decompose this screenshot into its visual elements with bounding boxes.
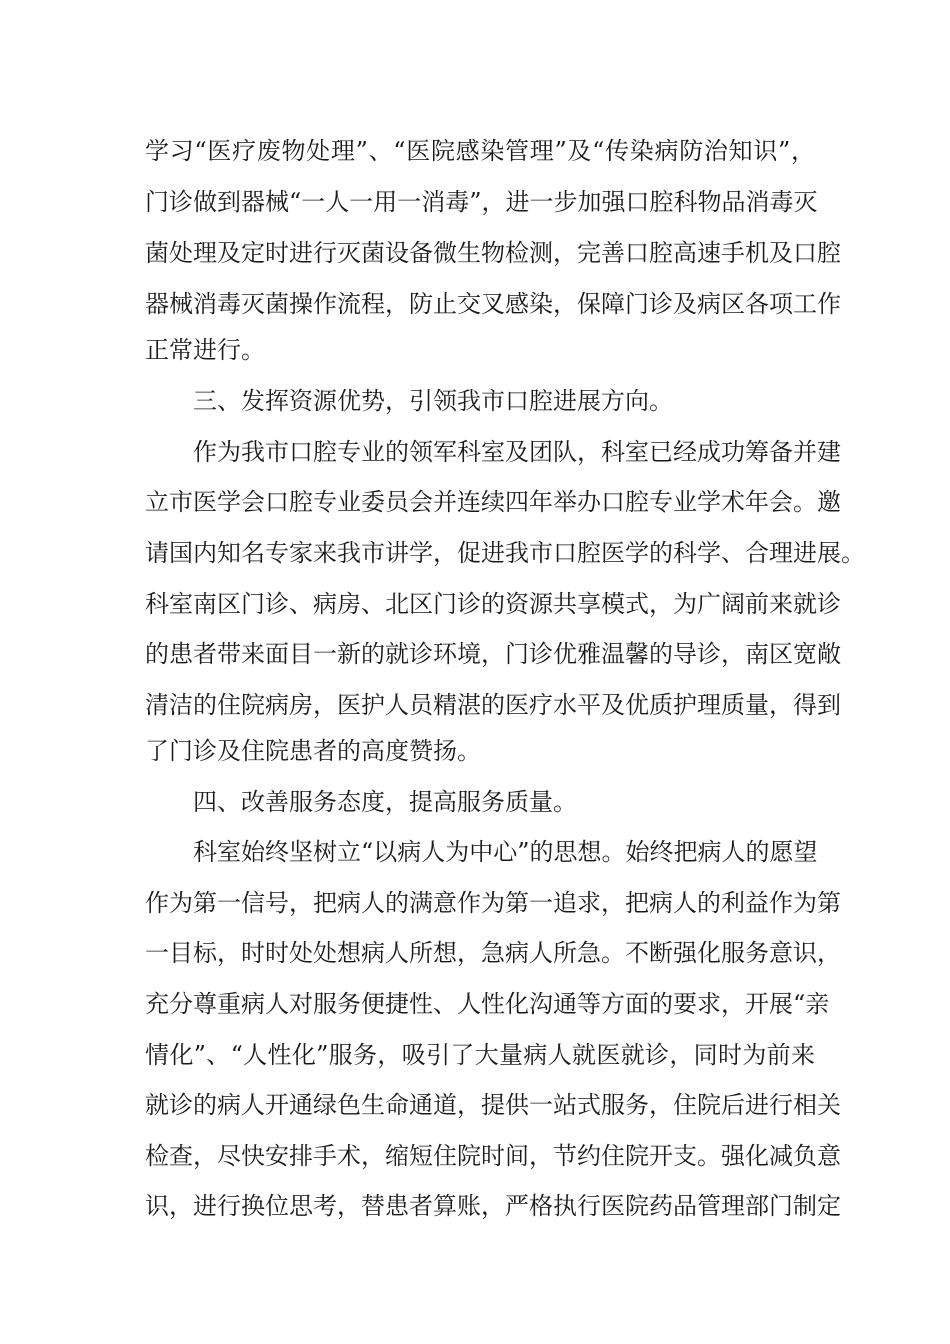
text-line-1: 学习“医疗废物处理”、“医院感染管理”及“传染病防治知识”， xyxy=(145,137,815,165)
section-heading-3: 三、发挥资源优势，引领我市口腔进展方向。 xyxy=(193,387,673,415)
text-line-19: 情化”、“人性化”服务，吸引了大量病人就医就诊，同时为前来 xyxy=(145,1041,815,1069)
text-line-18: 充分尊重病人对服务便捷性、人性化沟通等方面的要求，开展“亲 xyxy=(145,990,830,1018)
text-line-10: 科室南区门诊、病房、北区门诊的资源共享模式，为广阔前来就诊 xyxy=(145,590,841,618)
section-heading-4: 四、改善服务态度，提高服务质量。 xyxy=(193,788,577,816)
text-line-7: 作为我市口腔专业的领军科室及团队，科室已经成功筹备并建 xyxy=(193,438,841,466)
text-line-17: 一目标，时时处处想病人所想，急病人所急。不断强化服务意识， xyxy=(145,939,841,967)
text-line-20: 就诊的病人开通绿色生命通道，提供一站式服务，住院后进行相关 xyxy=(145,1091,841,1119)
text-line-13: 了门诊及住院患者的高度赞扬。 xyxy=(145,737,481,765)
text-line-4: 器械消毒灭菌操作流程，防止交叉感染，保障门诊及病区各项工作 xyxy=(145,290,841,318)
text-line-5: 正常进行。 xyxy=(145,336,265,364)
text-line-12: 清洁的住院病房，医护人员精湛的医疗水平及优质护理质量，得到 xyxy=(145,691,841,719)
text-line-2: 门诊做到器械“一人一用一消毒”，进一步加强口腔科物品消毒灭 xyxy=(145,188,818,216)
text-line-22: 识，进行换位思考，替患者算账，严格执行医院药品管理部门制定 xyxy=(145,1192,841,1220)
text-line-8: 立市医学会口腔专业委员会并连续四年举办口腔专业学术年会。邀 xyxy=(145,488,841,516)
text-line-21: 检查，尽快安排手术，缩短住院时间，节约住院开支。强化减负意 xyxy=(145,1142,841,1170)
text-line-15: 科室始终坚树立“以病人为中心”的思想。始终把病人的愿望 xyxy=(193,838,818,866)
text-line-3: 菌处理及定时进行灭菌设备微生物检测，完善口腔高速手机及口腔 xyxy=(145,239,841,267)
text-line-16: 作为第一信号，把病人的满意作为第一追求，把病人的利益作为第 xyxy=(145,889,841,917)
text-line-11: 的患者带来面目一新的就诊环境，门诊优雅温馨的导诊，南区宽敞 xyxy=(145,640,841,668)
text-line-9: 请国内知名专家来我市讲学，促进我市口腔医学的科学、合理进展。 xyxy=(145,539,865,567)
